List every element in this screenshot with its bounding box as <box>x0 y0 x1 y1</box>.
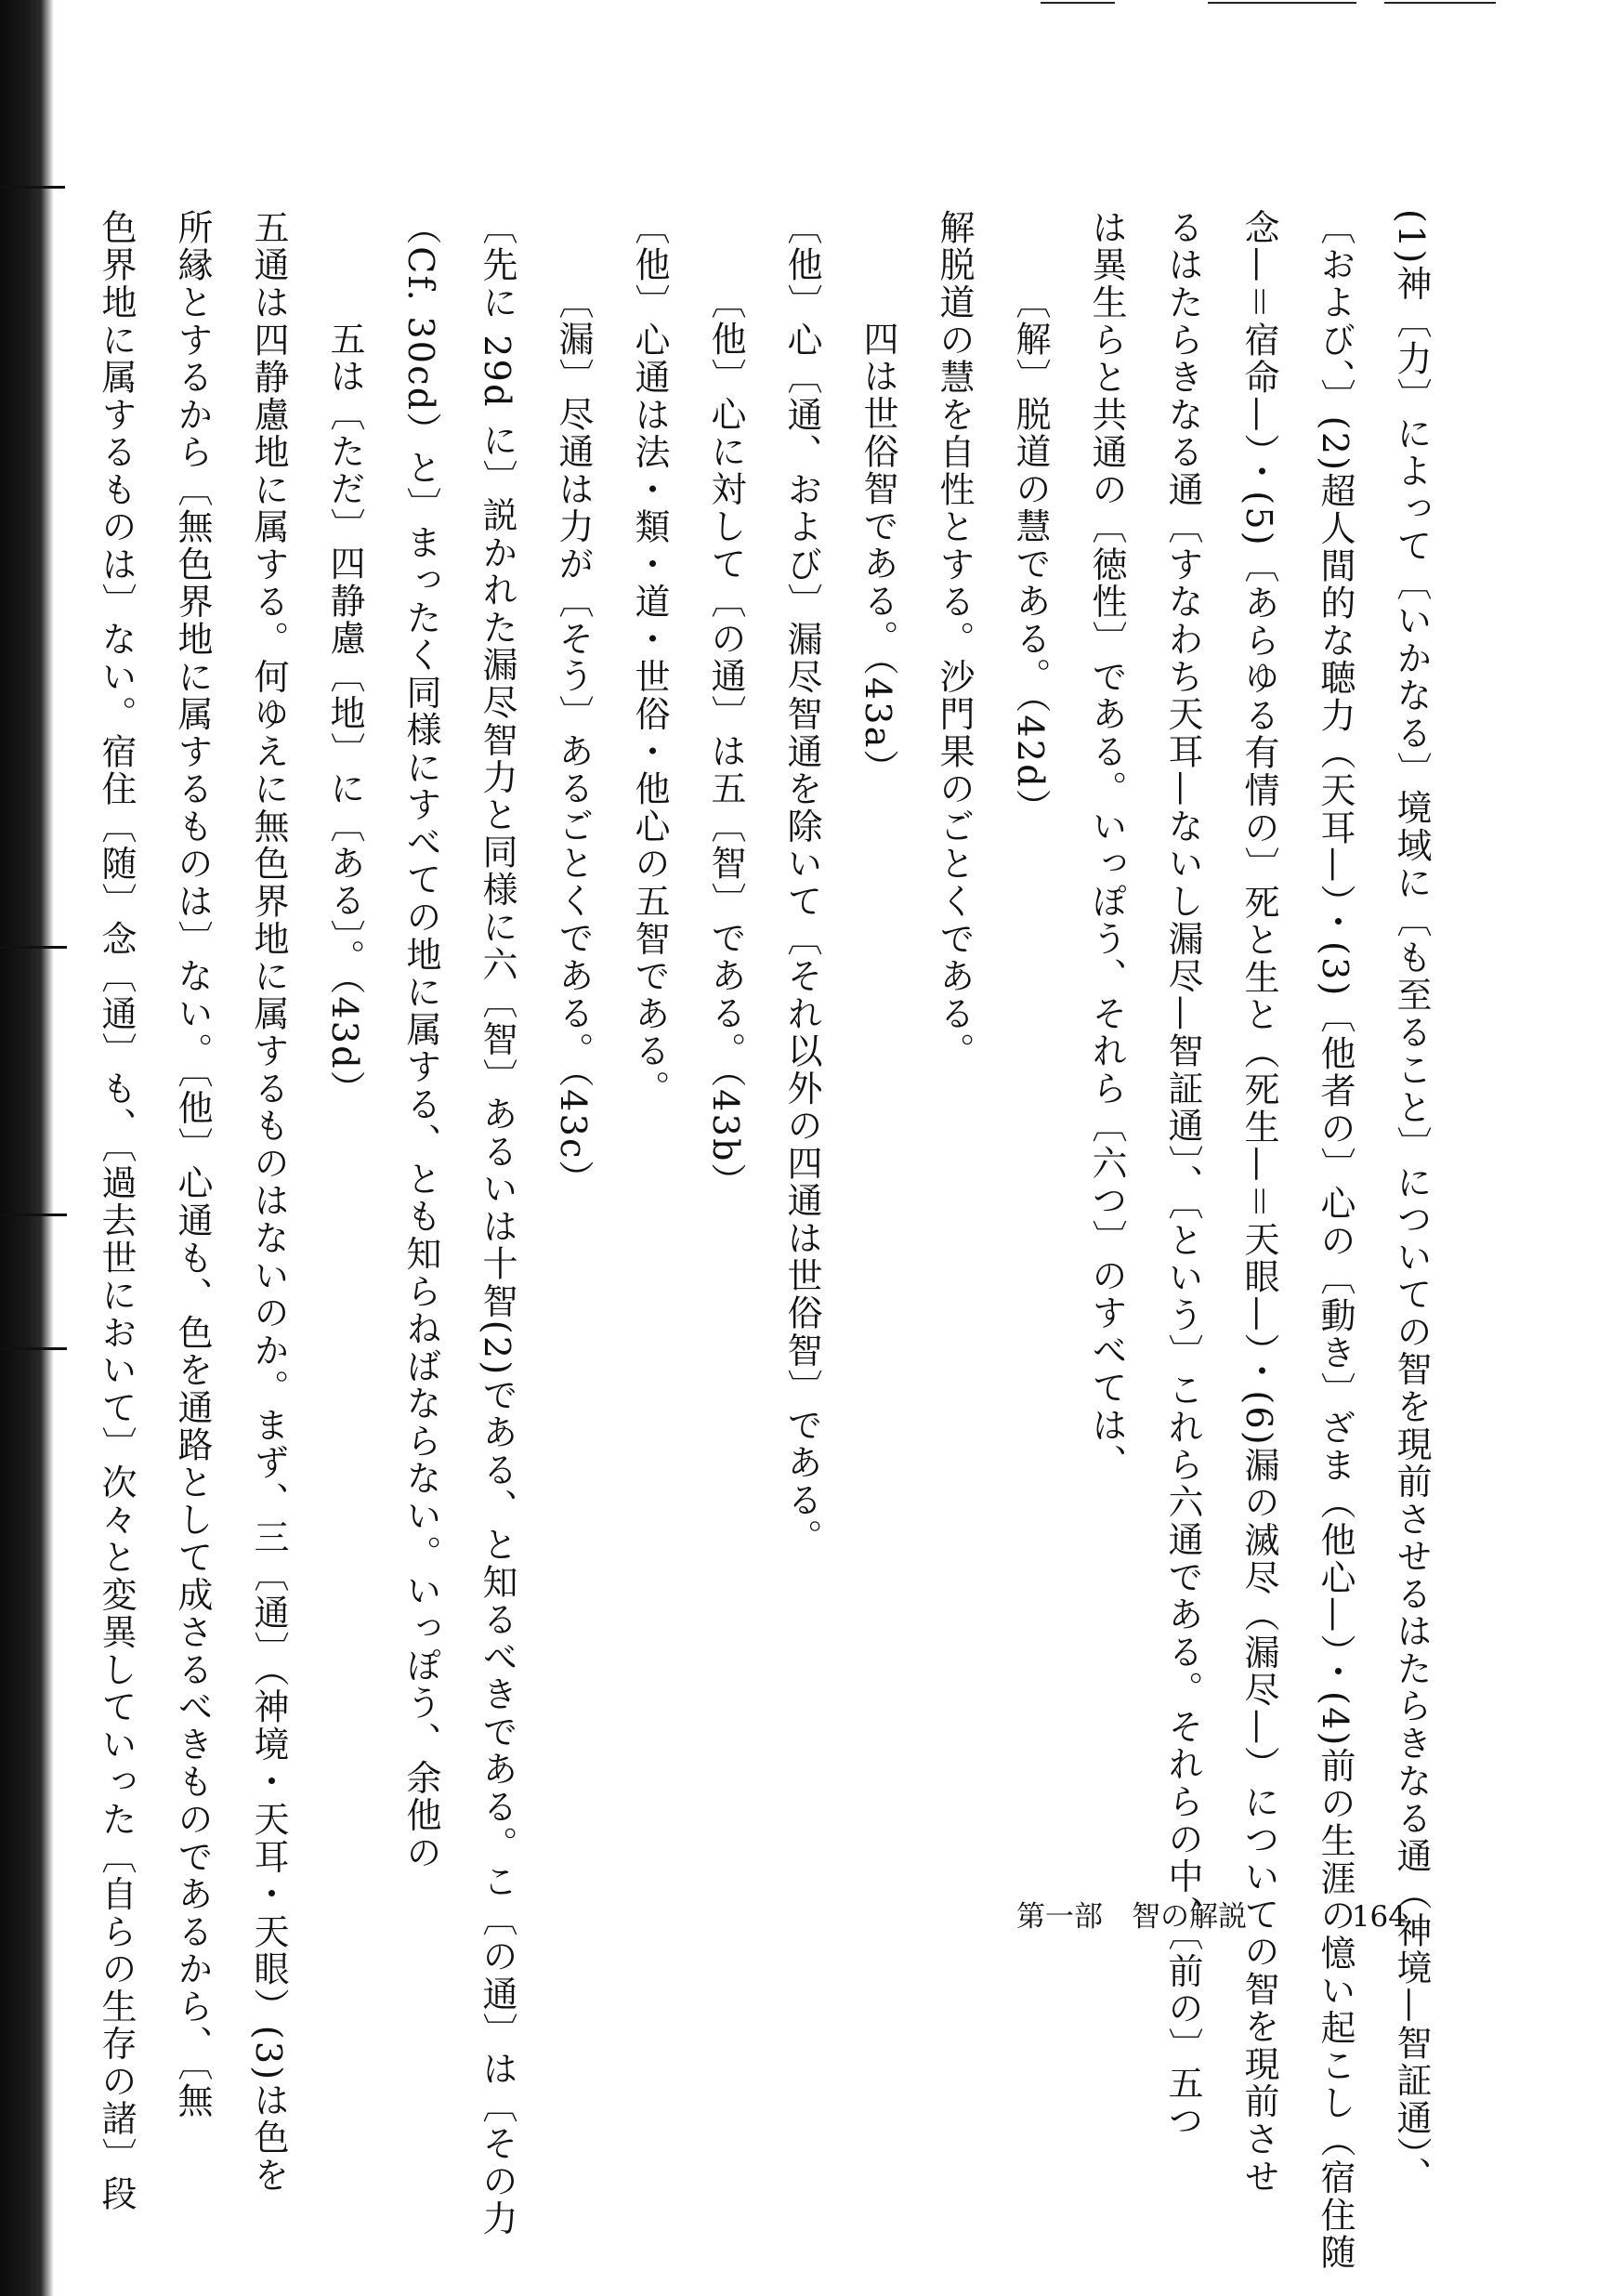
commentary-column: 五通は四静慮地に属する。何ゆえに無色界地に属するものはないのか。まず、三〔通〕（神境・天耳・天眼）(3)は色を <box>248 209 289 2195</box>
running-footer <box>1016 1896 1407 1938</box>
commentary-column: 〔他〕心〔通、および〕漏尽智通を除いて〔それ以外の四通は世俗智〕である。 <box>781 209 822 1557</box>
verse-column: 五は〔ただ〕四静慮〔地〕に〔ある〕。（43d） <box>324 321 365 1109</box>
commentary-column: 色界地に属するものは〕ない。宿住〔随〕念〔通〕も、〔過去世において〕次々と変異していった〔自らの生存の諸〕段 <box>96 209 137 2213</box>
scan-mark <box>1041 2 1115 4</box>
edge-tick-mark <box>0 946 67 949</box>
verse-column: 〔解〕脱道の慧である。（42d） <box>1010 283 1051 827</box>
edge-tick-mark <box>0 186 65 189</box>
text-column: るはたらきなる通〔すなわち天耳—ないし漏尽—智証通〕、〔という〕これら六通である。それらの中、〔前の〕五つ <box>1162 209 1203 2140</box>
commentary-column: 所縁とするから〔無色界地に属するものは〕ない。〔他〕心通も、色を通路として成さるべきものであるから、〔無 <box>172 209 213 2120</box>
scanned-page-edge <box>0 0 54 2296</box>
verse-column: 〔漏〕尽通は力が〔そう〕あるごとくである。（43c） <box>553 283 594 1198</box>
page-number: 164 <box>1351 1900 1407 1934</box>
text-column: 念—＝宿命—）・(5)〔あらゆる有情の〕死と生と（死生—＝天眼—）・(6)漏の滅尽（漏尽—）についての智を現前させ <box>1238 209 1279 2196</box>
commentary-column: （Cf. 30cd）と〕まったく同様にすべての地に属する、とも知らねばならない。いっぽう、余他の <box>400 209 441 1872</box>
edge-tick-mark <box>0 1214 67 1216</box>
scan-mark <box>1384 2 1496 4</box>
text-column: (1)神〔力〕によって〔いかなる〕境域に〔も至ること〕についての智を現前させるはたらきなる通（神境—智証通）、 <box>1391 209 1432 2195</box>
verse-column: 四は世俗智である。（43a） <box>858 321 898 787</box>
section-title: 第一部 智の解説 <box>1016 1900 1247 1934</box>
verse-column: 〔他〕心に対して〔の通〕は五〔智〕である。（43b） <box>705 283 746 1200</box>
commentary-column: 解脱道の慧を自性とする。沙門果のごとくである。 <box>934 209 975 1070</box>
text-column: 〔および、〕(2)超人間的な聴力（天耳—）・(3)〔他者の〕心の〔動き〕ざま（他心—）・(4)前の生涯の憶い起こし（宿住随 <box>1315 209 1356 2272</box>
edge-tick-mark <box>0 1347 67 1350</box>
commentary-column: 〔他〕心通は法・類・道・世俗・他心の五智である。 <box>629 209 670 1108</box>
commentary-column: 〔先に 29d に〕説かれた漏尽智力と同様に六〔智〕あるいは十智(2)である、と知るべきである。こ〔の通〕は〔その力 <box>477 209 517 2237</box>
text-column: は異生らと共通の〔徳性〕である。いっぽう、それら〔六つ〕のすべては、 <box>1086 209 1127 1482</box>
scan-mark <box>1208 2 1356 4</box>
